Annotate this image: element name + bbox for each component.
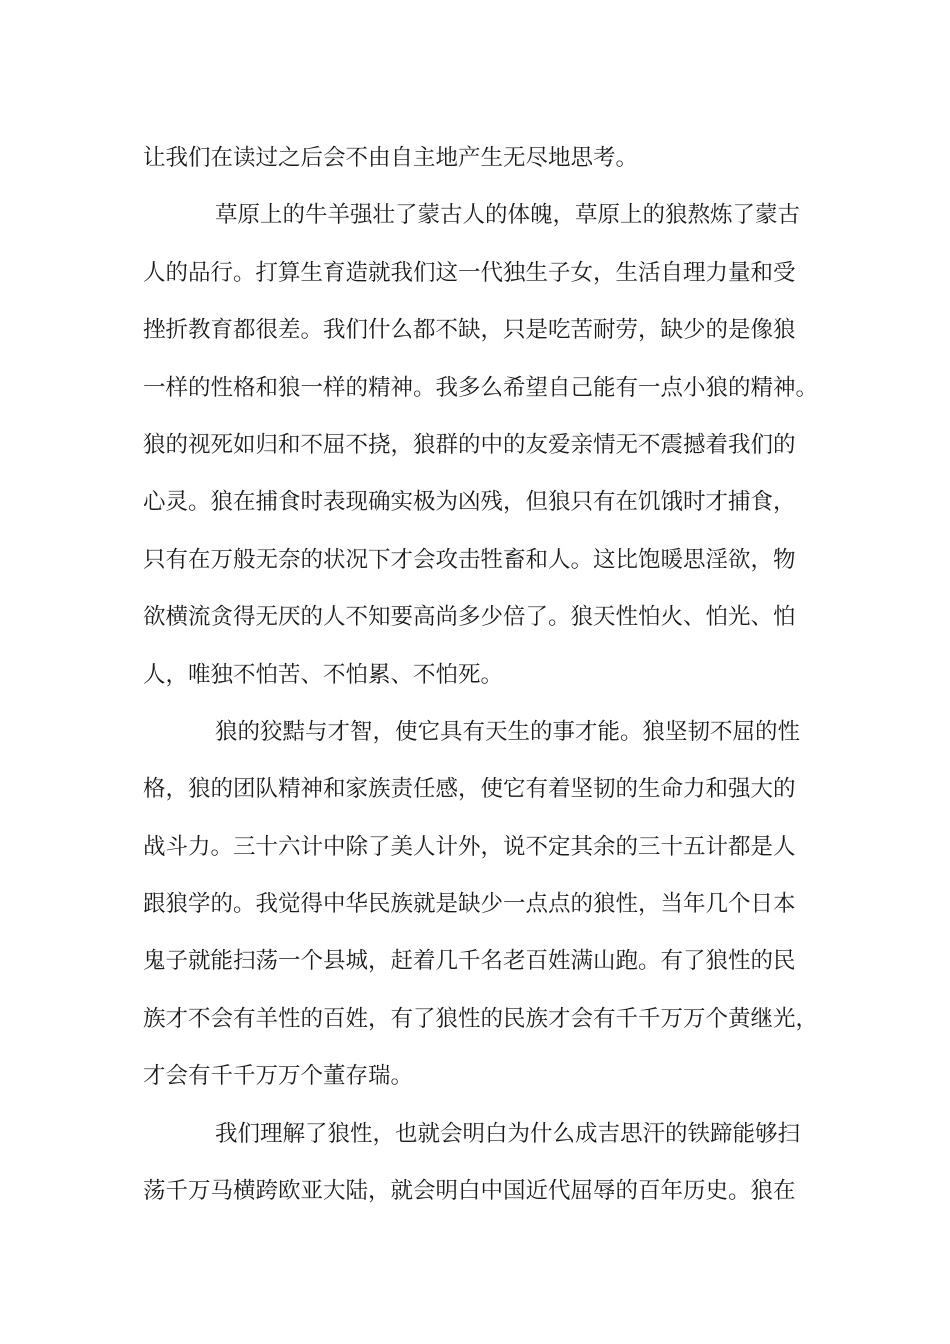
text-line: 一样的性格和狼一样的精神。我多么希望自己能有一点小狼的精神。 bbox=[143, 374, 819, 401]
text-line: 才会有千千万万个董存瑞。 bbox=[143, 1063, 414, 1090]
body-text bbox=[143, 130, 823, 1220]
paragraph-first-line: 我们理解了狼性，也就会明白为什么成吉思汗的铁蹄能够扫 bbox=[215, 1120, 801, 1147]
paragraph-first-line: 草原上的牛羊强壮了蒙古人的体魄，草原上的狼熬炼了蒙古 bbox=[215, 202, 801, 229]
text-line: 族才不会有羊性的百姓，有了狼性的民族才会有千千万万个黄继光， bbox=[143, 1005, 819, 1032]
text-line: 鬼子就能扫荡一个县城，赶着几千名老百姓满山跑。有了狼性的民 bbox=[143, 948, 796, 975]
text-line: 格，狼的团队精神和家族责任感，使它有着坚韧的生命力和强大的 bbox=[143, 776, 796, 803]
text-line: 挫折教育都很差。我们什么都不缺，只是吃苦耐劳，缺少的是像狼 bbox=[143, 317, 796, 344]
text-line: 荡千万马横跨欧亚大陆，就会明白中国近代屈辱的百年历史。狼在 bbox=[143, 1178, 796, 1205]
text-line: 战斗力。三十六计中除了美人计外，说不定其余的三十五计都是人 bbox=[143, 833, 796, 860]
text-line: 心灵。狼在捕食时表现确实极为凶残，但狼只有在饥饿时才捕食， bbox=[143, 489, 796, 516]
text-line: 人，唯独不怕苦、不怕累、不怕死。 bbox=[143, 661, 504, 688]
text-line: 只有在万般无奈的状况下才会攻击牲畜和人。这比饱暖思淫欲，物 bbox=[143, 546, 796, 573]
text-line: 人的品行。打算生育造就我们这一代独生子女，生活自理力量和受 bbox=[143, 259, 796, 286]
text-line: 跟狼学的。我觉得中华民族就是缺少一点点的狼性，当年几个日本 bbox=[143, 891, 796, 918]
text-line: 狼的视死如归和不屈不挠，狼群的中的友爱亲情无不震撼着我们的 bbox=[143, 431, 796, 458]
text-line: 欲横流贪得无厌的人不知要高尚多少倍了。狼天性怕火、怕光、怕 bbox=[143, 604, 796, 631]
text-line: 让我们在读过之后会不由自主地产生无尽地思考。 bbox=[143, 145, 639, 171]
paragraph-first-line: 狼的狡黠与才智，使它具有天生的事才能。狼坚韧不屈的性 bbox=[215, 718, 801, 745]
